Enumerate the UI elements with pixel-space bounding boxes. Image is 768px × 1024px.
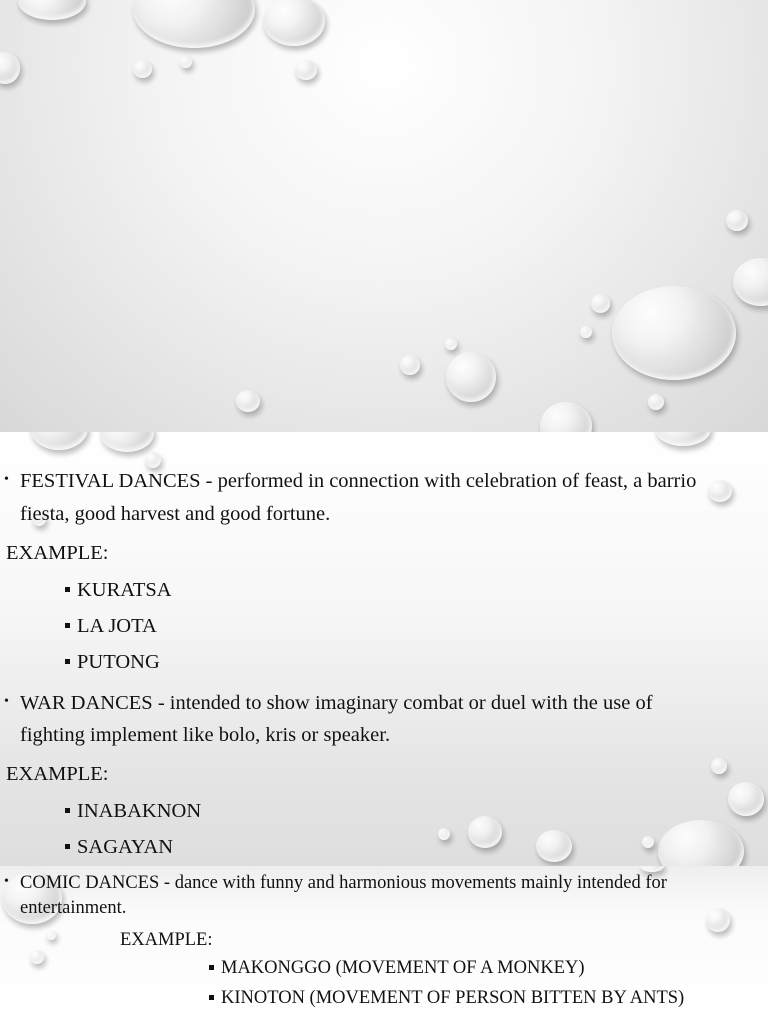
festival-term: FESTIVAL DANCES: [20, 470, 201, 492]
water-drop: [100, 432, 154, 452]
water-drop: [295, 60, 317, 80]
example-item: SAGAYAN: [77, 836, 174, 858]
example-item: PUTONG: [77, 651, 160, 673]
slide-2: [0, 432, 768, 866]
water-drop: [536, 830, 572, 862]
water-drop: [612, 286, 736, 380]
water-drop: [446, 352, 496, 402]
water-drop: [445, 338, 457, 350]
water-drop: [655, 432, 711, 446]
water-drop: [708, 480, 732, 502]
water-drop: [726, 210, 748, 231]
slide-3: [0, 866, 768, 1024]
war-term: WAR DANCES: [20, 692, 153, 714]
water-drop: [591, 294, 610, 313]
water-drop: [180, 56, 192, 68]
comic-line-2: entertainment.: [20, 898, 127, 918]
war-description: - intended to show imaginary combat or duel with the use of: [152, 692, 653, 714]
water-drop: [46, 930, 56, 940]
bullet-dot: •: [4, 874, 9, 889]
festival-line-1: [20, 470, 696, 493]
water-drop: [711, 758, 727, 774]
comic-description: - dance with funny and harmonious movements mainly intended for: [159, 873, 667, 893]
water-drop: [640, 866, 664, 872]
square-bullet: [209, 995, 214, 1000]
water-drop: [0, 52, 20, 84]
water-drop: [30, 432, 88, 450]
water-drop: [728, 782, 764, 816]
water-drop: [468, 816, 502, 848]
water-drop: [133, 60, 152, 78]
example-item: KINOTON (MOVEMENT OF PERSON BITTEN BY ANTS): [221, 988, 685, 1008]
example-item: KURATSA: [77, 579, 172, 601]
water-drop: [540, 402, 592, 432]
water-drop: [733, 258, 768, 306]
slide-1-background: [0, 0, 768, 432]
festival-example-label: EXAMPLE:: [6, 542, 109, 564]
water-drop: [658, 820, 744, 866]
water-drop: [580, 326, 592, 338]
example-item: INABAKNON: [77, 800, 202, 822]
comic-line-1: [20, 873, 667, 894]
festival-description: - performed in connection with celebration of feast, a barrio: [200, 470, 697, 492]
square-bullet: [209, 965, 214, 970]
example-item: MAKONGGO (MOVEMENT OF A MONKEY): [221, 958, 585, 978]
war-line-2: fighting implement like bolo, kris or speaker.: [20, 724, 391, 746]
comic-example-label: EXAMPLE:: [120, 930, 213, 950]
war-example-label: EXAMPLE:: [6, 763, 109, 785]
example-item: LA JOTA: [77, 615, 157, 637]
water-drop: [18, 0, 86, 20]
square-bullet: [65, 844, 70, 849]
water-drop: [438, 828, 450, 840]
bullet-dot: •: [4, 694, 9, 709]
water-drop: [400, 355, 420, 375]
war-line-1: [20, 692, 653, 715]
square-bullet: [65, 659, 70, 664]
festival-line-2: fiesta, good harvest and good fortune.: [20, 503, 331, 525]
water-drop: [236, 390, 260, 412]
water-drop: [133, 0, 255, 48]
water-drop: [263, 0, 325, 46]
bullet-dot: •: [4, 472, 9, 487]
comic-term: COMIC DANCES: [20, 873, 160, 893]
water-drop: [145, 452, 161, 468]
square-bullet: [65, 587, 70, 592]
water-drop: [706, 908, 730, 932]
water-drop: [30, 950, 44, 964]
water-drop: [648, 394, 664, 410]
square-bullet: [65, 623, 70, 628]
water-drop: [642, 836, 654, 848]
square-bullet: [65, 808, 70, 813]
